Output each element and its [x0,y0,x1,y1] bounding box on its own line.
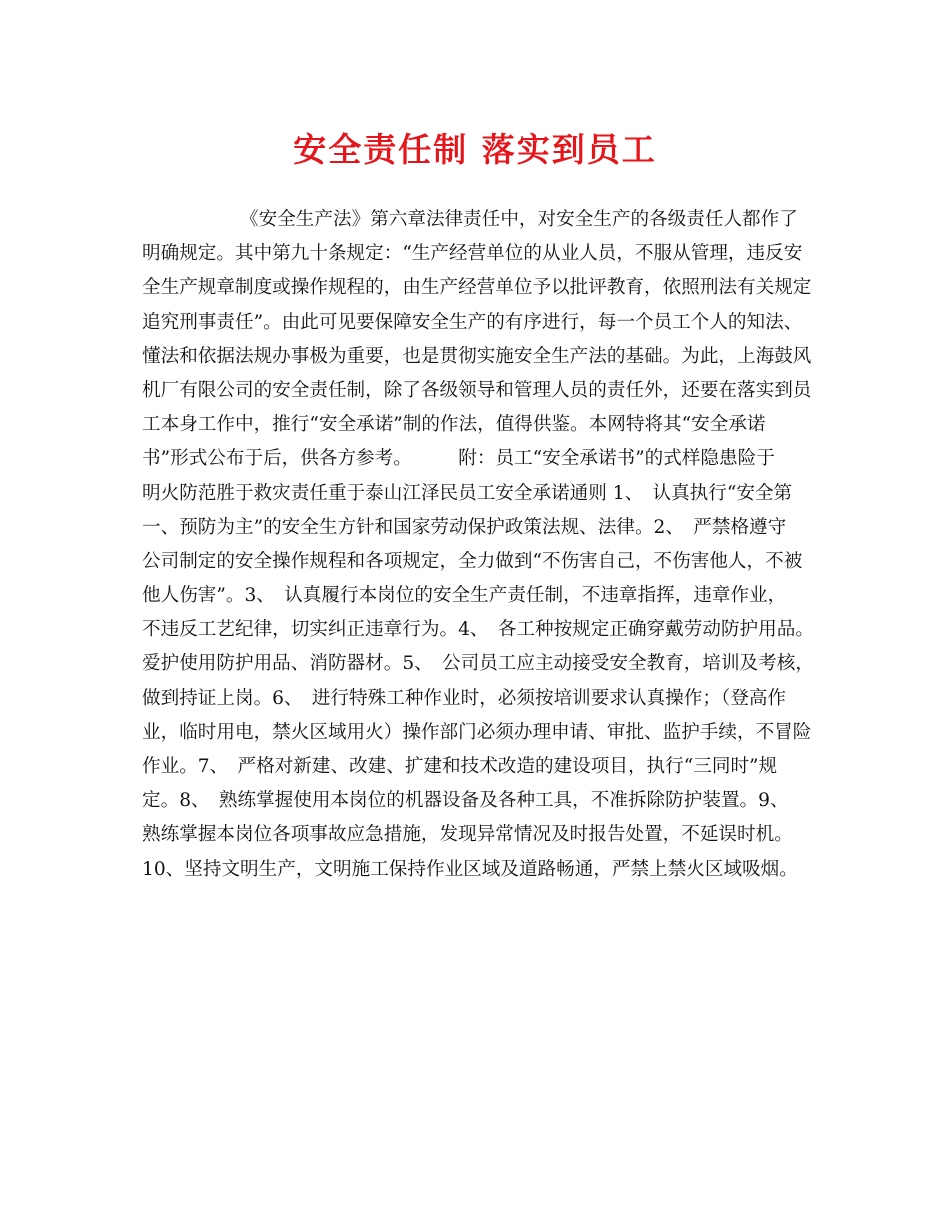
body-line: 懂法和依据法规办事极为重要，也是贯彻实施安全生产法的基础。为此，上海鼓风 [142,345,812,367]
body-line: 《安全生产法》第六章法律责任中，对安全生产的各级责任人都作了 [240,209,798,230]
body-line: 公司制定的安全操作规程和各项规定，全力做到“不伤害自己，不伤害他人，不被 [142,550,803,572]
body-line: 全生产规章制度或操作规程的，由生产经营单位予以批评教育，依照刑法有关规定 [142,277,812,299]
body-line: 明火防范胜于救灾责任重于泰山江泽民员工安全承诺通则 1、 认真执行“安全第 [142,482,793,504]
body-line: 机厂有限公司的安全责任制，除了各级领导和管理人员的责任外，还要在落实到员 [142,379,812,401]
body-line: 熟练掌握本岗位各项事故应急措施，发现异常情况及时报告处置，不延误时机。 [142,824,793,846]
body-line: 追究刑事责任”。由此可见要保障安全生产的有序进行，每一个员工个人的知法、 [142,311,803,333]
document-body [142,203,822,887]
body-line: 不违反工艺纪律，切实纠正违章行为。4、 各工种按规定正确穿戴劳动防护用品。 [142,619,814,641]
document-title: 安全责任制 落实到员工 [293,130,657,169]
body-line: 定。8、 熟练掌握使用本岗位的机器设备及各种工具，不准拆除防护装置。9、 [142,790,789,812]
body-line: 作业。7、 严格对新建、改建、扩建和技术改造的建设项目，执行“三同时”规 [142,756,778,777]
body-line: 他人伤害”。3、 认真履行本岗位的安全生产责任制，不违章指挥，违章作业， [142,585,787,607]
body-line: 业，临时用电，禁火区域用火）操作部门必须办理申请、审批、监护手续，不冒险 [142,721,812,743]
body-line: 工本身工作中，推行“安全承诺”制的作法，值得供鉴。本网特将其“安全承诺 [142,414,766,436]
body-line: 10、坚持文明生产，文明施工保持作业区域及道路畅通，严禁上禁火区域吸烟。 [142,858,798,880]
body-line: 一、预防为主”的安全生方针和国家劳动保护政策法规、法律。2、 严禁格遵守 [142,516,787,538]
body-line: 爱护使用防护用品、消防器材。5、 公司员工应主动接受安全教育，培训及考核， [142,653,814,675]
body-line: 做到持证上岗。6、 进行特殊工种作业时，必须按培训要求认真操作；（登高作 [142,687,787,709]
body-line: 明确规定。其中第九十条规定：“生产经营单位的从业人员，不服从管理，违反安 [142,243,803,265]
body-line: 书”形式公布于后，供各方参考。 附：员工“安全承诺书”的式样隐患险于 [142,448,775,470]
